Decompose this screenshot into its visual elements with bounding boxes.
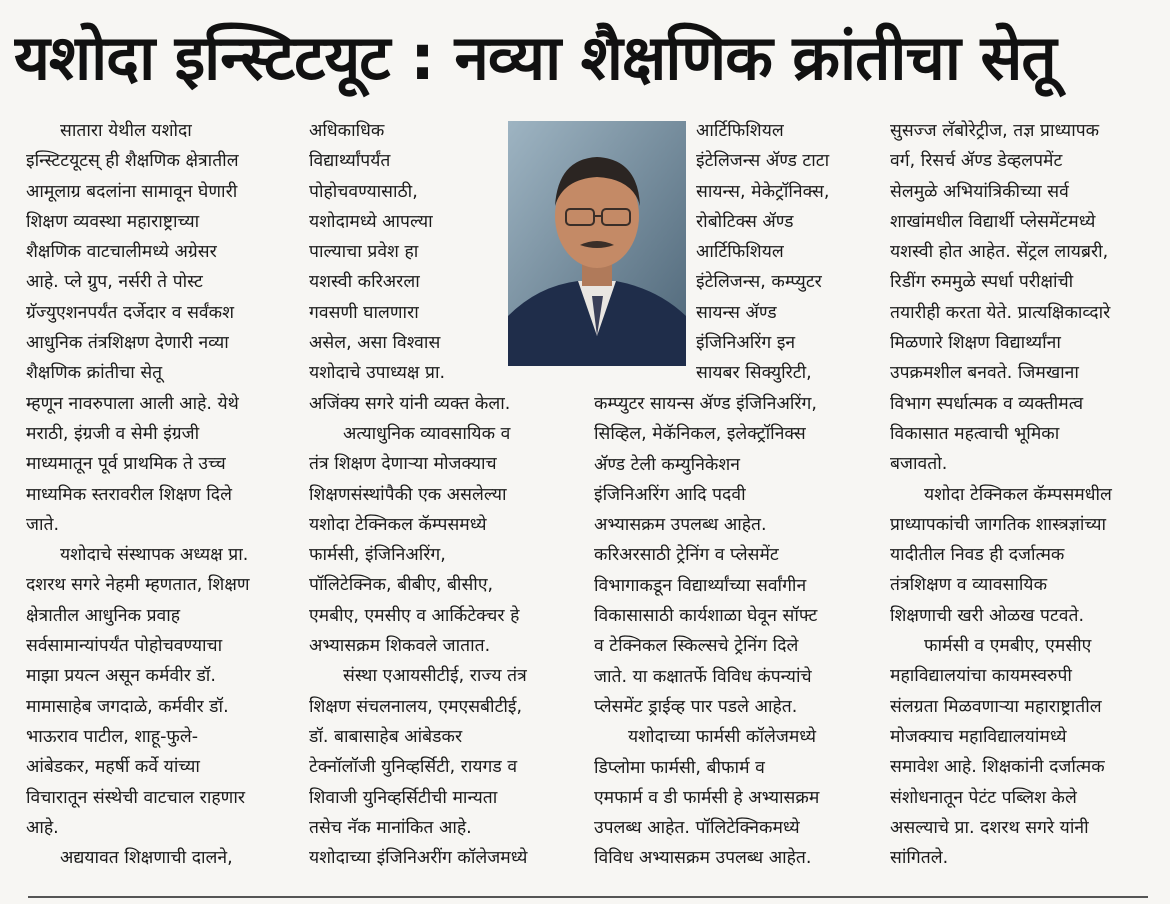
text-line: मराठी, इंग्रजी व सेमी इंग्रजी bbox=[26, 423, 200, 444]
text-line: प्राध्यापकांची जागतिक शास्त्रज्ञांच्या bbox=[890, 514, 1107, 535]
column-1 bbox=[26, 116, 296, 873]
text-line: समावेश आहे. शिक्षकांनी दर्जात्मक bbox=[890, 757, 1105, 778]
text-line: सुसज्ज लॅबोरेट्रीज, तज्ञ प्राध्यापक bbox=[890, 121, 1100, 141]
text-line: माध्यमिक स्तरावरील शिक्षण दिले bbox=[26, 484, 232, 505]
text-line: आंबेडकर, महर्षी कर्वे यांच्या bbox=[26, 757, 200, 778]
text-line: सेलमुळे अभियांत्रिकीच्या सर्व bbox=[890, 181, 1069, 202]
text-line: यशोदाचे उपाध्यक्ष प्रा. bbox=[309, 363, 446, 384]
text-line: शिक्षण संचलनालय, एमएसबीटीई, bbox=[309, 696, 523, 717]
text-line: पाल्याचा प्रवेश हा bbox=[309, 242, 419, 263]
text-line: अधिकाधिक bbox=[309, 121, 385, 141]
text-line: वर्ग, रिसर्च ॲण्ड डेव्हलपमेंट bbox=[890, 151, 1063, 172]
text-line: तसेच नॅक मानांकित आहे. bbox=[309, 817, 472, 838]
text-line: विभाग स्पर्धात्मक व व्यक्तीमत्व bbox=[890, 393, 1084, 414]
text-line: इन्स्टिटयूटस् ही शैक्षणिक क्षेत्रातील bbox=[26, 151, 239, 172]
text-line: इंजिनिअरिंग इन bbox=[696, 333, 796, 354]
text-line: प्लेसमेंट ड्राईव्ह पार पडले आहेत. bbox=[594, 696, 798, 717]
text-line: अत्याधुनिक व्यावसायिक व bbox=[343, 423, 511, 444]
text-line: डॉ. बाबासाहेब आंबेडकर bbox=[309, 726, 463, 747]
text-line: यशोदाच्या इंजिनिअरींग कॉलेजमध्ये bbox=[309, 848, 528, 869]
text-line: व टेक्निकल स्किल्सचे ट्रेनिंग दिले bbox=[594, 636, 799, 657]
text-line: शिक्षणसंस्थांपैकी एक असलेल्या bbox=[309, 484, 507, 505]
text-line: माध्यमातून पूर्व प्राथमिक ते उच्च bbox=[26, 454, 226, 475]
text-line: भाऊराव पाटील, शाहू-फुले- bbox=[26, 726, 199, 747]
text-line: शैक्षणिक वाटचालीमध्ये अग्रेसर bbox=[26, 242, 217, 263]
text-line: फार्मसी व एमबीए, एमसीए bbox=[924, 636, 1092, 657]
text-line: कम्प्युटर सायन्स ॲण्ड इंजिनिअरिंग, bbox=[594, 394, 817, 414]
text-line: असेल, असा विश्वास bbox=[309, 333, 441, 354]
text-line: असल्याचे प्रा. दशरथ सगरे यांनी bbox=[890, 817, 1089, 838]
text-line: एमबीए, एमसीए व आर्किटेक्चर हे bbox=[309, 605, 520, 626]
text-line: फार्मसी, इंजिनिअरिंग, bbox=[309, 545, 446, 566]
text-line: बजावतो. bbox=[890, 454, 948, 475]
text-line: रोबोटिक्स ॲण्ड bbox=[696, 211, 794, 232]
text-line: सातारा येथील यशोदा bbox=[60, 121, 192, 141]
text-line: अभ्यासक्रम उपलब्ध आहेत. bbox=[594, 515, 767, 536]
text-line: सर्वसामान्यांपर्यंत पोहोचवण्याचा bbox=[26, 636, 223, 657]
text-line: डिप्लोमा फार्मसी, बीफार्म व bbox=[594, 757, 765, 778]
text-line: इंजिनिअरिंग आदि पदवी bbox=[594, 484, 746, 505]
text-line: इंटेलिजन्स, कम्प्युटर bbox=[696, 272, 822, 293]
text-line: यादीतील निवड ही दर्जात्मक bbox=[890, 545, 1065, 566]
text-line: तंत्र शिक्षण देणाऱ्या मोजक्याच bbox=[309, 454, 497, 475]
text-line: शाखांमधील विद्यार्थी प्लेसमेंटमध्ये bbox=[890, 211, 1096, 232]
text-line: सायबर सिक्युरिटी, bbox=[696, 363, 812, 384]
text-line: विद्यार्थ्यांपर्यंत bbox=[309, 151, 391, 172]
text-line: तयारीही करता येते. प्रात्यक्षिकाव्दारे bbox=[890, 302, 1111, 323]
text-line: उपलब्ध आहेत. पॉलिटेक्निकमध्ये bbox=[594, 818, 800, 839]
text-line: मामासाहेब जगदाळे, कर्मवीर डॉ. bbox=[26, 696, 229, 717]
text-line: आहे. प्ले ग्रुप, नर्सरी ते पोस्ट bbox=[26, 272, 203, 293]
text-line: शैक्षणिक क्रांतीचा सेतू bbox=[26, 363, 163, 384]
text-line: यशोदा टेक्निकल कॅम्पसमध्ये bbox=[309, 514, 487, 535]
text-line: आहे. bbox=[26, 817, 59, 838]
text-line: पोहोचवण्यासाठी, bbox=[309, 181, 418, 202]
text-line: यशोदामध्ये आपल्या bbox=[309, 211, 433, 232]
text-line: जाते. bbox=[26, 514, 60, 535]
text-line: मोजक्याच महाविद्यालयांमध्ये bbox=[890, 726, 1067, 747]
text-line: जाते. या कक्षातर्फे विविध कंपन्यांचे bbox=[594, 666, 812, 687]
text-line: यशोदाचे संस्थापक अध्यक्ष प्रा. bbox=[60, 545, 249, 566]
text-line: ग्रॅज्युएशनपर्यंत दर्जेदार व सर्वंकश bbox=[26, 302, 234, 323]
text-line: आमूलाग्र बदलांना सामावून घेणारी bbox=[26, 181, 238, 202]
text-line: यशस्वी होत आहेत. सेंट्रल लायब्ररी, bbox=[890, 242, 1109, 263]
text-line: गवसणी घालणारा bbox=[309, 302, 419, 323]
text-line: उपक्रमशील बनवते. जिमखाना bbox=[890, 363, 1079, 384]
text-line: टेक्नॉलॉजी युनिव्हर्सिटी, रायगड व bbox=[309, 757, 518, 778]
text-line: आर्टिफिशियल bbox=[696, 121, 784, 141]
text-line: संलग्रता मिळवणाऱ्या महाराष्ट्रातील bbox=[890, 696, 1102, 717]
text-line: इंटेलिजन्स ॲण्ड टाटा bbox=[696, 151, 830, 172]
column-3-top bbox=[696, 116, 876, 389]
text-line: एमफार्म व डी फार्मसी हे अभ्यासक्रम bbox=[594, 787, 820, 808]
text-line: मिळणारे शिक्षण विद्यार्थ्यांना bbox=[890, 333, 1061, 354]
text-line: अभ्यासक्रम शिकवले जातात. bbox=[309, 636, 491, 657]
text-line: सायन्स, मेकेट्रॉनिक्स, bbox=[696, 181, 830, 202]
text-line: विविध अभ्यासक्रम उपलब्ध आहेत. bbox=[594, 848, 812, 869]
column-3-bottom bbox=[594, 389, 874, 874]
text-line: यशोदा टेक्निकल कॅम्पसमधील bbox=[924, 484, 1112, 505]
text-line: सायन्स ॲण्ड bbox=[696, 302, 777, 323]
text-line: अजिंक्य सगरे यांनी व्यक्त केला. bbox=[309, 393, 511, 414]
text-line: सिव्हिल, मेकॅनिकल, इलेक्ट्रॉनिक्स bbox=[594, 424, 806, 445]
text-line: रिडींग रुममुळे स्पर्धा परीक्षांची bbox=[890, 272, 1074, 293]
bottom-rule bbox=[28, 896, 1148, 898]
text-line: अद्ययावत शिक्षणाची दालने, bbox=[60, 848, 233, 869]
text-line: यशस्वी करिअरला bbox=[309, 272, 420, 293]
text-line: ॲण्ड टेली कम्युनिकेशन bbox=[594, 454, 740, 475]
column-2 bbox=[309, 116, 577, 873]
column-4 bbox=[890, 116, 1165, 873]
text-line: आर्टिफिशियल bbox=[696, 242, 784, 263]
text-line: विकासात महत्वाची भूमिका bbox=[890, 423, 1060, 444]
text-line: विकासासाठी कार्यशाळा घेवून सॉफ्ट bbox=[594, 606, 818, 627]
text-line: शिक्षणाची खरी ओळख पटवते. bbox=[890, 605, 1085, 626]
text-line: माझा प्रयत्न असून कर्मवीर डॉ. bbox=[26, 666, 216, 687]
text-line: यशोदाच्या फार्मसी कॉलेजमध्ये bbox=[628, 727, 817, 748]
text-line: विचारातून संस्थेची वाटचाल राहणार bbox=[26, 787, 246, 808]
text-line: पॉलिटेक्निक, बीबीए, बीसीए, bbox=[309, 575, 494, 596]
text-line: क्षेत्रातील आधुनिक प्रवाह bbox=[26, 605, 181, 626]
text-line: दशरथ सगरे नेहमी म्हणतात, शिक्षण bbox=[26, 575, 250, 596]
text-line: करिअरसाठी ट्रेनिंग व प्लेसमेंट bbox=[594, 545, 779, 566]
text-line: संस्था एआयसीटीई, राज्य तंत्र bbox=[343, 666, 527, 687]
text-line: म्हणून नावरुपाला आली आहे. येथे bbox=[26, 393, 239, 414]
text-line: महाविद्यालयांचा कायमस्वरुपी bbox=[890, 666, 1072, 687]
text-line: आधुनिक तंत्रशिक्षण देणारी नव्या bbox=[26, 333, 229, 354]
text-line: सांगितले. bbox=[890, 848, 949, 869]
text-line: शिवाजी युनिव्हर्सिटीची मान्यता bbox=[309, 787, 498, 808]
text-line: तंत्रशिक्षण व व्यावसायिक bbox=[890, 575, 1048, 596]
text-line: संशोधनातून पेटंट पब्लिश केले bbox=[890, 787, 1077, 808]
text-line: विभागाकडून विद्यार्थ्यांच्या सर्वांगीन bbox=[594, 575, 807, 596]
headline: यशोदा इन्स्टिटयूट : नव्या शैक्षणिक क्रांतीचा सेतू bbox=[14, 21, 1056, 94]
text-line: शिक्षण व्यवस्था महाराष्ट्राच्या bbox=[26, 211, 200, 232]
